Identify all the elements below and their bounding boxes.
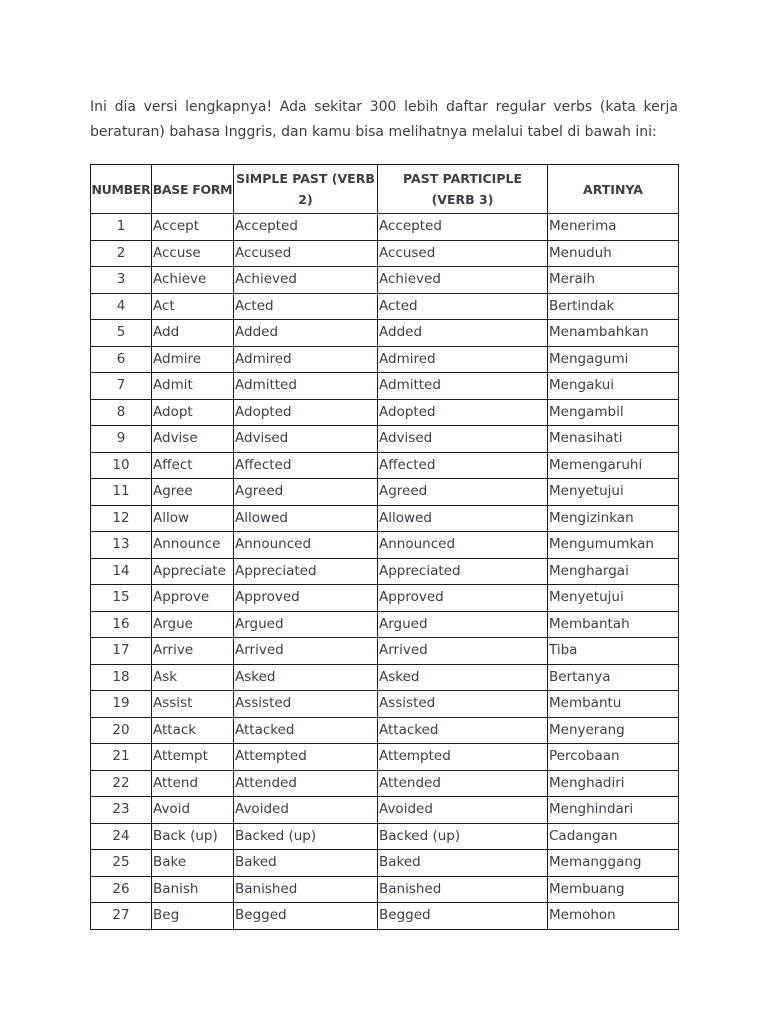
past-participle-cell: Admired — [378, 346, 548, 373]
table-row — [91, 638, 679, 665]
artinya-cell: Bertindak — [548, 293, 679, 320]
table-row — [91, 505, 679, 532]
table-row — [91, 744, 679, 771]
base-form-cell: Approve — [152, 585, 234, 612]
past-participle-cell: Announced — [378, 532, 548, 559]
simple-past-cell: Acted — [234, 293, 378, 320]
header-simple-past: SIMPLE PAST (VERB 2) — [234, 165, 378, 214]
number-cell: 1 — [91, 214, 152, 241]
simple-past-cell: Accepted — [234, 214, 378, 241]
table-row — [91, 558, 679, 585]
artinya-cell: Tiba — [548, 638, 679, 665]
past-participle-cell: Backed (up) — [378, 823, 548, 850]
base-form-cell: Avoid — [152, 797, 234, 824]
base-form-cell: Appreciate — [152, 558, 234, 585]
simple-past-cell: Baked — [234, 850, 378, 877]
past-participle-cell: Agreed — [378, 479, 548, 506]
artinya-cell: Bertanya — [548, 664, 679, 691]
artinya-cell: Membantah — [548, 611, 679, 638]
table-row — [91, 585, 679, 612]
artinya-cell: Mengizinkan — [548, 505, 679, 532]
number-cell: 4 — [91, 293, 152, 320]
past-participle-cell: Appreciated — [378, 558, 548, 585]
number-cell: 17 — [91, 638, 152, 665]
artinya-cell: Menambahkan — [548, 320, 679, 347]
number-cell: 9 — [91, 426, 152, 453]
past-participle-cell: Attended — [378, 770, 548, 797]
table-row — [91, 797, 679, 824]
simple-past-cell: Announced — [234, 532, 378, 559]
number-cell: 23 — [91, 797, 152, 824]
artinya-cell: Memanggang — [548, 850, 679, 877]
artinya-cell: Mengagumi — [548, 346, 679, 373]
simple-past-cell: Accused — [234, 240, 378, 267]
past-participle-cell: Approved — [378, 585, 548, 612]
base-form-cell: Affect — [152, 452, 234, 479]
number-cell: 27 — [91, 903, 152, 930]
number-cell: 25 — [91, 850, 152, 877]
artinya-cell: Menyerang — [548, 717, 679, 744]
number-cell: 16 — [91, 611, 152, 638]
base-form-cell: Accuse — [152, 240, 234, 267]
number-cell: 21 — [91, 744, 152, 771]
past-participle-cell: Adopted — [378, 399, 548, 426]
table-row — [91, 214, 679, 241]
intro-paragraph: Ini dia versi lengkapnya! Ada sekitar 300 lebih daftar regular verbs (kata kerja beraturan) bahasa Inggris, dan kamu bisa melihatnya melalui tabel di bawah ini: — [90, 99, 678, 140]
number-cell: 13 — [91, 532, 152, 559]
past-participle-cell: Accused — [378, 240, 548, 267]
number-cell: 19 — [91, 691, 152, 718]
table-row — [91, 717, 679, 744]
artinya-cell: Menerima — [548, 214, 679, 241]
artinya-cell: Membantu — [548, 691, 679, 718]
artinya-cell: Menghindari — [548, 797, 679, 824]
base-form-cell: Allow — [152, 505, 234, 532]
base-form-cell: Attempt — [152, 744, 234, 771]
simple-past-cell: Advised — [234, 426, 378, 453]
simple-past-cell: Avoided — [234, 797, 378, 824]
base-form-cell: Add — [152, 320, 234, 347]
simple-past-cell: Adopted — [234, 399, 378, 426]
number-cell: 20 — [91, 717, 152, 744]
table-row — [91, 479, 679, 506]
past-participle-cell: Attempted — [378, 744, 548, 771]
past-participle-cell: Admitted — [378, 373, 548, 400]
simple-past-cell: Begged — [234, 903, 378, 930]
base-form-cell: Attend — [152, 770, 234, 797]
artinya-cell: Menasihati — [548, 426, 679, 453]
number-cell: 18 — [91, 664, 152, 691]
past-participle-cell: Acted — [378, 293, 548, 320]
artinya-cell: Menyetujui — [548, 585, 679, 612]
table-row — [91, 373, 679, 400]
artinya-cell: Mengambil — [548, 399, 679, 426]
past-participle-cell: Added — [378, 320, 548, 347]
table-row — [91, 611, 679, 638]
table-row — [91, 850, 679, 877]
base-form-cell: Achieve — [152, 267, 234, 294]
number-cell: 15 — [91, 585, 152, 612]
artinya-cell: Memohon — [548, 903, 679, 930]
artinya-cell: Percobaan — [548, 744, 679, 771]
table-row — [91, 240, 679, 267]
base-form-cell: Banish — [152, 876, 234, 903]
table-row — [91, 293, 679, 320]
header-past-participle: PAST PARTICIPLE (VERB 3) — [378, 165, 548, 214]
base-form-cell: Advise — [152, 426, 234, 453]
simple-past-cell: Attacked — [234, 717, 378, 744]
simple-past-cell: Argued — [234, 611, 378, 638]
number-cell: 6 — [91, 346, 152, 373]
past-participle-cell: Baked — [378, 850, 548, 877]
base-form-cell: Announce — [152, 532, 234, 559]
base-form-cell: Admit — [152, 373, 234, 400]
number-cell: 11 — [91, 479, 152, 506]
base-form-cell: Accept — [152, 214, 234, 241]
simple-past-cell: Attempted — [234, 744, 378, 771]
base-form-cell: Act — [152, 293, 234, 320]
table-row — [91, 770, 679, 797]
simple-past-cell: Appreciated — [234, 558, 378, 585]
artinya-cell: Memengaruhi — [548, 452, 679, 479]
artinya-cell: Menghadiri — [548, 770, 679, 797]
base-form-cell: Back (up) — [152, 823, 234, 850]
number-cell: 10 — [91, 452, 152, 479]
past-participle-cell: Allowed — [378, 505, 548, 532]
base-form-cell: Agree — [152, 479, 234, 506]
artinya-cell: Menghargai — [548, 558, 679, 585]
table-row — [91, 876, 679, 903]
number-cell: 2 — [91, 240, 152, 267]
number-cell: 3 — [91, 267, 152, 294]
simple-past-cell: Affected — [234, 452, 378, 479]
artinya-cell: Mengumumkan — [548, 532, 679, 559]
table-body — [91, 214, 679, 930]
simple-past-cell: Admired — [234, 346, 378, 373]
simple-past-cell: Admitted — [234, 373, 378, 400]
simple-past-cell: Banished — [234, 876, 378, 903]
artinya-cell: Cadangan — [548, 823, 679, 850]
past-participle-cell: Affected — [378, 452, 548, 479]
past-participle-cell: Asked — [378, 664, 548, 691]
past-participle-cell: Arrived — [378, 638, 548, 665]
number-cell: 22 — [91, 770, 152, 797]
header-number: NUMBER — [91, 165, 152, 214]
past-participle-cell: Argued — [378, 611, 548, 638]
base-form-cell: Bake — [152, 850, 234, 877]
table-row — [91, 346, 679, 373]
number-cell: 7 — [91, 373, 152, 400]
past-participle-cell: Banished — [378, 876, 548, 903]
simple-past-cell: Achieved — [234, 267, 378, 294]
simple-past-cell: Backed (up) — [234, 823, 378, 850]
base-form-cell: Attack — [152, 717, 234, 744]
base-form-cell: Argue — [152, 611, 234, 638]
header-artinya: ARTINYA — [548, 165, 679, 214]
table-row — [91, 664, 679, 691]
simple-past-cell: Added — [234, 320, 378, 347]
base-form-cell: Admire — [152, 346, 234, 373]
table-row — [91, 532, 679, 559]
table-row — [91, 691, 679, 718]
past-participle-cell: Advised — [378, 426, 548, 453]
artinya-cell: Menyetujui — [548, 479, 679, 506]
base-form-cell: Beg — [152, 903, 234, 930]
regular-verbs-table — [90, 164, 679, 930]
table-row — [91, 452, 679, 479]
past-participle-cell: Achieved — [378, 267, 548, 294]
simple-past-cell: Allowed — [234, 505, 378, 532]
table-row — [91, 426, 679, 453]
header-base-form: BASE FORM — [152, 165, 234, 214]
table-row — [91, 399, 679, 426]
table-row — [91, 267, 679, 294]
artinya-cell: Meraih — [548, 267, 679, 294]
past-participle-cell: Accepted — [378, 214, 548, 241]
artinya-cell: Membuang — [548, 876, 679, 903]
artinya-cell: Mengakui — [548, 373, 679, 400]
simple-past-cell: Approved — [234, 585, 378, 612]
number-cell: 14 — [91, 558, 152, 585]
artinya-cell: Menuduh — [548, 240, 679, 267]
number-cell: 8 — [91, 399, 152, 426]
base-form-cell: Arrive — [152, 638, 234, 665]
simple-past-cell: Assisted — [234, 691, 378, 718]
past-participle-cell: Attacked — [378, 717, 548, 744]
table-row — [91, 903, 679, 930]
past-participle-cell: Begged — [378, 903, 548, 930]
simple-past-cell: Agreed — [234, 479, 378, 506]
table-header-row — [91, 165, 679, 214]
simple-past-cell: Attended — [234, 770, 378, 797]
number-cell: 5 — [91, 320, 152, 347]
base-form-cell: Assist — [152, 691, 234, 718]
past-participle-cell: Avoided — [378, 797, 548, 824]
table-row — [91, 823, 679, 850]
simple-past-cell: Asked — [234, 664, 378, 691]
base-form-cell: Adopt — [152, 399, 234, 426]
simple-past-cell: Arrived — [234, 638, 378, 665]
number-cell: 24 — [91, 823, 152, 850]
base-form-cell: Ask — [152, 664, 234, 691]
number-cell: 26 — [91, 876, 152, 903]
past-participle-cell: Assisted — [378, 691, 548, 718]
number-cell: 12 — [91, 505, 152, 532]
table-row — [91, 320, 679, 347]
